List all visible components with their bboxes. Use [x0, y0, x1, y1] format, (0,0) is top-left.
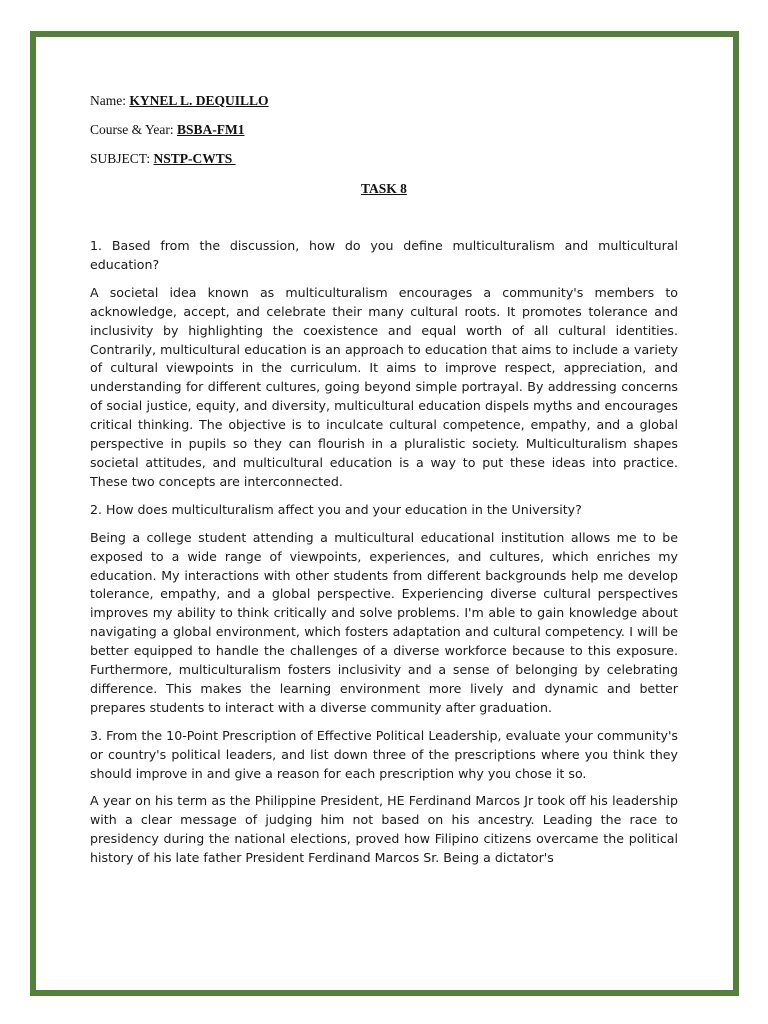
name-label: Name: — [90, 93, 130, 108]
student-name-line — [90, 93, 269, 109]
document-body — [90, 237, 678, 877]
answer-2: Being a college student attending a multicultural educational institution allows me to be exposed to a wide range of viewpoints, experiences, and cultures, which enriches my education. My interactions with other students from different backgrounds help me develop tolerance, empathy, and a global perspective. Experiencing diverse cultural perspectives improves my ability to think critically and solve problems. I'm able to gain knowledge about navigating a global environment, which fosters adaptation and cultural competency. I will be better equipped to handle the challenges of a diverse workforce because to this exposure. Furthermore, multiculturalism fosters inclusivity and a sense of belonging by celebrating difference. This makes the learning environment more lively and dynamic and better prepares students to interact with a diverse community after graduation. — [90, 529, 678, 715]
answer-3: A year on his term as the Philippine President, HE Ferdinand Marcos Jr took off his leadership with a clear message of judging him not based on his ancestry. Leading the race to presidency during the national elections, proved how Filipino citizens overcame the political history of his late father President Ferdinand Marcos Sr. Being a dictator's — [90, 793, 678, 866]
subject-value: NSTP-CWTS — [153, 151, 236, 166]
task-title: TASK 8 — [361, 181, 407, 196]
question-3: 3. From the 10-Point Prescription of Effective Political Leadership, evaluate your community's or country's political leaders, and list down three of the prescriptions where you think they should improve in and give a reason for each prescription why you chose it so. — [90, 727, 678, 781]
course-label: Course & Year: — [90, 122, 177, 137]
question-2: 2. How does multiculturalism affect you and your education in the University? — [90, 501, 582, 517]
course-value: BSBA-FM1 — [177, 122, 245, 137]
subject-line — [90, 151, 236, 167]
answer-1: A societal idea known as multiculturalism encourages a community's members to acknowledge, accept, and celebrate their many cultural roots. It promotes tolerance and inclusivity by highlighting the coexistence and equal worth of all cultural identities. Contrarily, multicultural education is an approach to education that aims to include a variety of cultural viewpoints in the curriculum. It aims to improve respect, appreciation, and understanding for different cultures, going beyond simple portrayal. By addressing concerns of social justice, equity, and diversity, multicultural education dispels myths and encourages critical thinking. The objective is to inculcate cultural competence, empathy, and a global perspective in pupils so they can flourish in a pluralistic society. Multiculturalism shapes societal attitudes, and multicultural education is a way to put these ideas into practice. These two concepts are interconnected. — [90, 284, 678, 489]
name-value: KYNEL L. DEQUILLO — [129, 93, 269, 108]
question-1: 1. Based from the discussion, how do you define multiculturalism and multicultural education? — [90, 238, 678, 272]
subject-label: SUBJECT: — [90, 151, 154, 166]
course-year-line — [90, 122, 245, 138]
